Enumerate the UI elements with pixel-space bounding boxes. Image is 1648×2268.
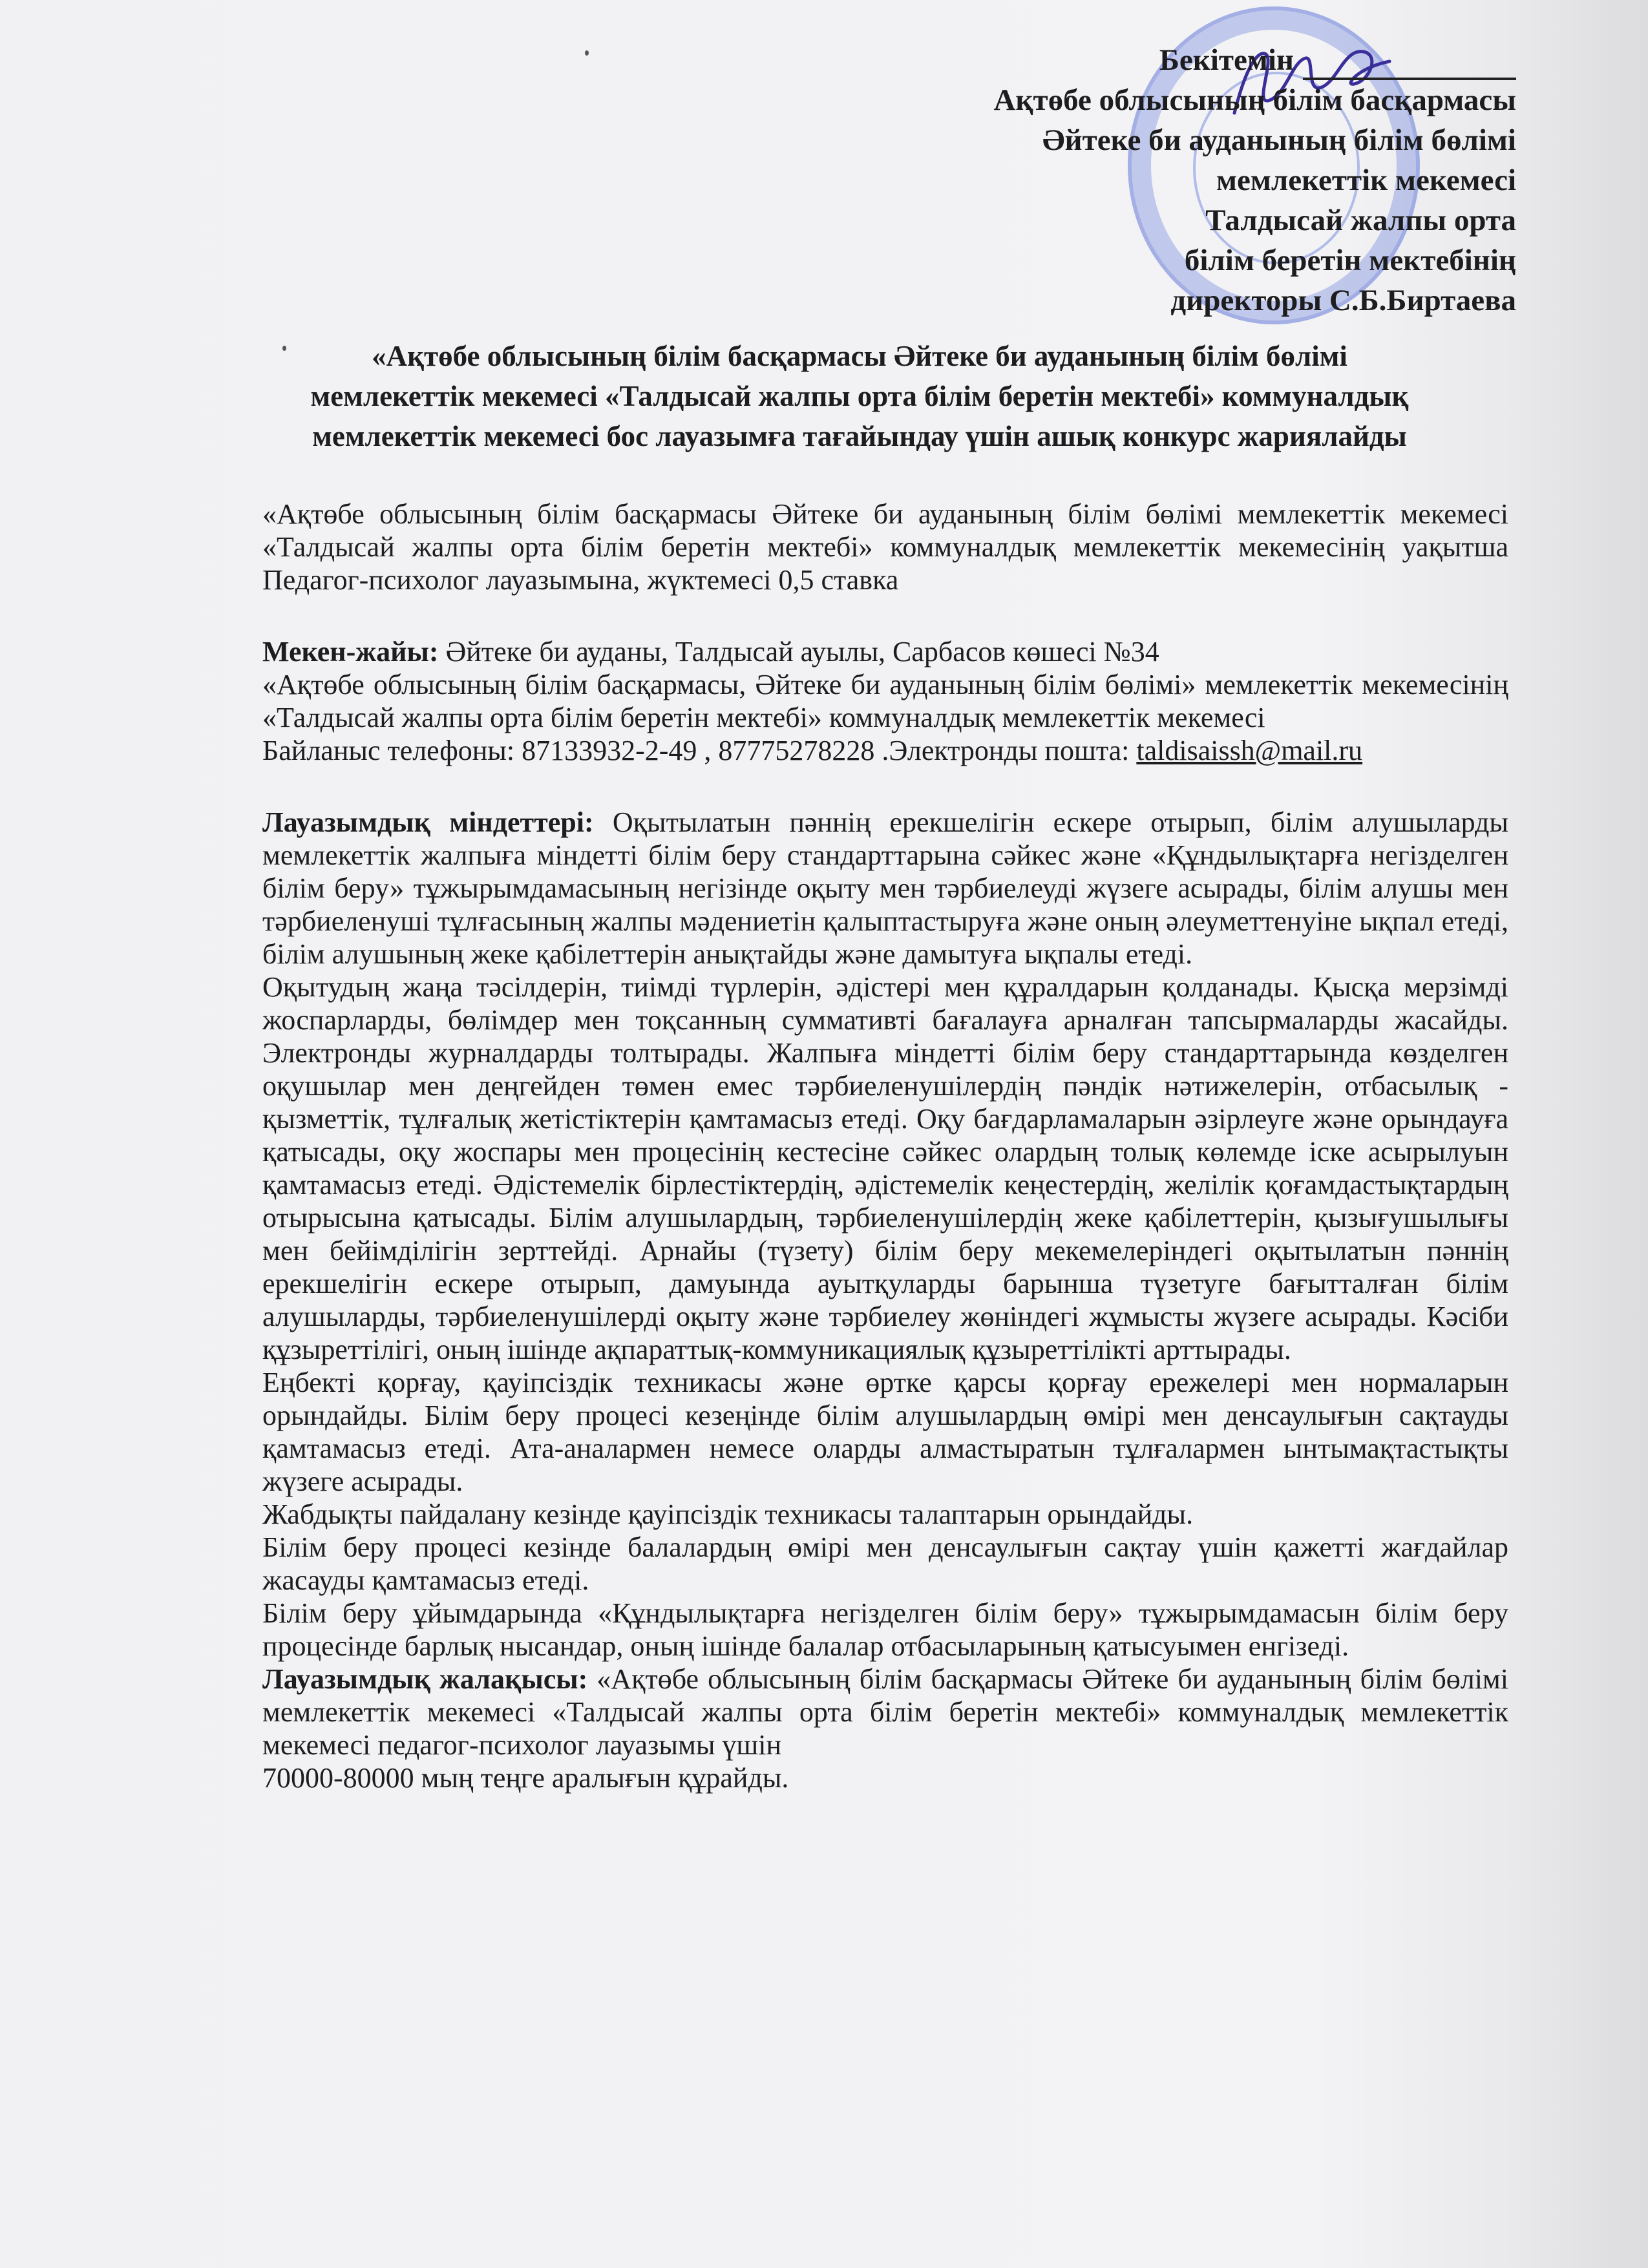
duties-paragraph: Жабдықты пайдалану кезінде қауіпсіздік техникасы талаптарын орындайды. — [262, 1498, 1194, 1530]
salary-paragraph — [262, 1663, 1508, 1761]
approval-header — [870, 40, 1516, 80]
address-label: Мекен-жайы: — [262, 636, 439, 667]
duties-paragraph: Білім беру процесі кезінде балалардың өмірі мен денсаулығын сақтау үшін қажетті жағдайлар жасауды қамтамасыз етеді. — [262, 1531, 1508, 1596]
contacts-paragraph — [262, 734, 1508, 767]
approval-line: Әйтеке би ауданының білім бөлімі — [1042, 123, 1516, 157]
duties-text: Оқытылатын пәннің ерекшелігін ескере отырып, білім алушыларды мемлекеттік жалпыға міндетті білім беру стандарттарына сәйкес және «Құндылықтарға негізделген білім беру» тұжырымдамасының негізінде оқыту мен тәрбиелеуді жүзеге асырады, білім алушы мен тәрбиеленуші тұлғасының жалпы мәдениетін қалыптастыруға және оның әлеуметтенуіне ықпал етеді, білім алушының жеке қабілеттерін анықтайды және дамытуға ықпалы етеді. — [262, 806, 1508, 970]
duties-paragraph — [262, 806, 1508, 971]
salary-text: «Ақтөбе облысының білім басқармасы Әйтеке би ауданының білім бөлімі мемлекеттік мекемесі «Талдысай жалпы орта білім беретін мектебі» коммуналдық мемлекеттік мекемесі педагог-психолог лауазымы үшін — [262, 1663, 1508, 1761]
title-line: мемлекеттік мекемесі бос лауазымға тағайындау үшін ашық конкурс жариялайды — [312, 420, 1407, 452]
approval-line: білім беретін мектебінің — [1184, 244, 1516, 277]
address-value: Әйтеке би ауданы, Талдысай ауылы, Сарбасов көшесі №34 — [438, 636, 1159, 667]
announcement-title — [194, 336, 1525, 456]
scan-speck — [585, 50, 589, 56]
title-line: мемлекеттік мекемесі «Талдысай жалпы орта білім беретін мектебі» коммуналдық — [310, 380, 1409, 412]
organization-paragraph: «Ақтөбе облысының білім басқармасы, Әйтеке би ауданының білім бөлімі» мемлекеттік мекемесінің «Талдысай жалпы орта білім беретін мектебі» коммуналдық мемлекеттік мекемесі — [262, 669, 1508, 733]
intro-paragraph: «Ақтөбе облысының білім басқармасы Әйтеке би ауданының білім бөлімі мемлекеттік мекемесі «Талдысай жалпы орта білім беретін мектебі» коммуналдық мемлекеттік мекемесінің уақытша Педагог-психолог лауазымына, жүктемесі 0,5 ставка — [262, 498, 1508, 596]
approval-signer: директоры С.Б.Биртаева — [1170, 284, 1516, 317]
signature-line — [1303, 52, 1516, 80]
announcement-body — [262, 498, 1508, 1794]
approval-line: мемлекеттік мекемесі — [1216, 163, 1516, 197]
phones-text: Байланыс телефоны: 87133932-2-49 , 87775278228 .Электронды пошта: — [262, 735, 1137, 766]
duties-label: Лауазымдық міндеттері: — [262, 806, 594, 838]
email-link[interactable]: taldisaissh@mail.ru — [1136, 735, 1363, 766]
salary-label: Лауазымдық жалақысы: — [262, 1663, 588, 1695]
duties-paragraph: Оқытудың жаңа тәсілдерін, тиімді түрлерін, әдістері мен құралдарын қолданады. Қысқа мерзімді жоспарларды, бөлімдер мен тоқсанның суммативті бағалауға арналған тапсырмаларды жасайды. Электронды журналдарды толтырады. Жалпыға міндетті білім беру стандарттарында көзделген оқушылар мен деңгейден төмен емес тәрбиеленушілердің пәндік нәтижелерін, отбасылық - қызметтік, тұлғалық жетістіктерін қамтамасыз етеді. Оқу бағдарламаларын әзірлеуге және орындауға қатысады, оқу жоспары мен процесінің кестесіне сәйкес олардың толық көлемде іске асырылуын қамтамасыз етеді. Әдістемелік бірлестіктердің, әдістемелік кеңестердің, желілік қоғамдастықтардың отырысына қатысады. Білім алушылардың, тәрбиеленушілердің жеке қабілеттерін, қызығушылығы мен бейімділігін зерттейді. Арнайы (түзету) білім беру мекемелеріндегі оқытылатын пәннің ерекшелігін ескере отырып, дамуында ауытқуларды барынша түзетуге бағытталған білім алушыларды, тәрбиеленушілерді оқыту және тәрбиелеу жөніндегі жұмысты жүзеге асырады. Кәсіби құзыреттілігі, оның ішінде ақпараттық-коммуникациялық құзыреттілікті арттырады. — [262, 971, 1508, 1365]
salary-range: 70000-80000 мың теңге аралығын құрайды. — [262, 1762, 789, 1794]
scan-speck — [282, 346, 286, 351]
duties-paragraph: Білім беру ұйымдарында «Құндылықтарға негізделген білім беру» тұжырымдамасын білім беру процесінде барлық нысандар, оның ішінде балалар отбасыларының қатысуымен енгізеді. — [262, 1597, 1508, 1662]
approval-line: Ақтөбе облысының білім басқармасы — [993, 83, 1516, 117]
duties-paragraph: Еңбекті қорғау, қауіпсіздік техникасы және өртке қарсы қорғау ережелері мен нормаларын орындайды. Білім беру процесі кезеңінде білім алушылардың өмірі мен денсаулығын сақтауды қамтамасыз етеді. Ата-аналармен немесе оларды алмастыратын тұлғалармен ынтымақтастықты жүзеге асырады. — [262, 1367, 1508, 1497]
approval-label: Бекітемін — [1159, 43, 1294, 77]
title-line: «Ақтөбе облысының білім басқармасы Әйтеке би ауданының білім бөлімі — [372, 340, 1347, 372]
address-paragraph — [262, 635, 1508, 668]
approval-line: Талдысай жалпы орта — [1205, 204, 1516, 237]
approval-block — [870, 40, 1516, 320]
